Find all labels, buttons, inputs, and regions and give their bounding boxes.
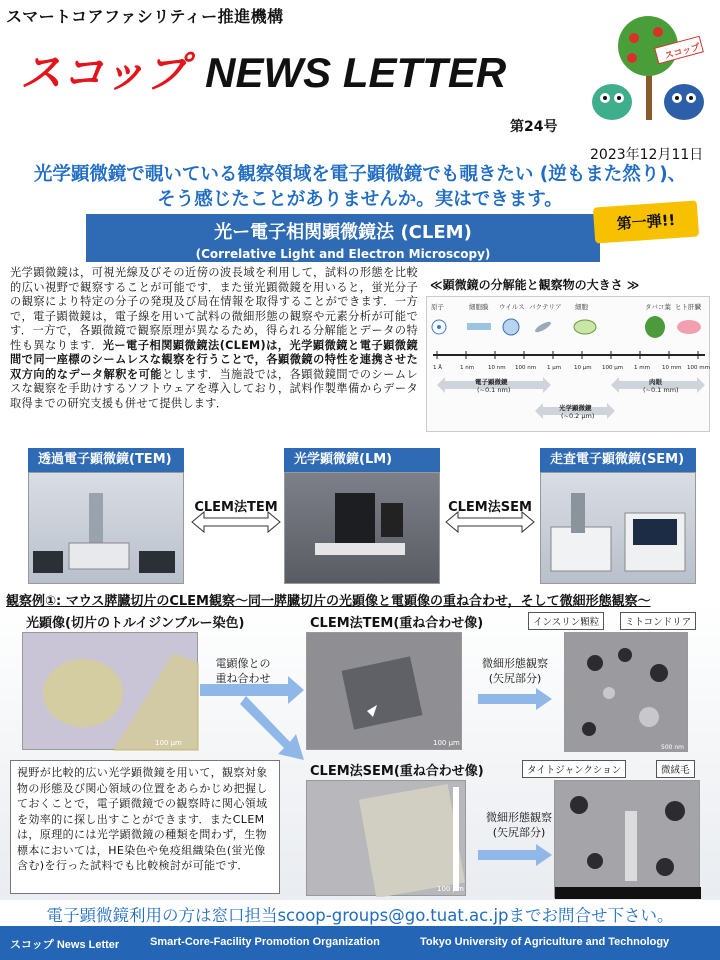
tick-label: 100 nm [515,365,537,371]
tem-overlay-illustration [307,633,463,751]
intro-text-1: 光学顕微鏡は，可視光線及びその近傍の波長域を利用して，試料の形態を比較的広い視野で観察することが可能です．また蛍光顕微鏡を用いると，蛍光分子の観察により特定の分子の発現及び局在情報を取得することができます．一方で，電子顕微鏡は，電子線を用いて試料の微細形態の観察や元素分析が可能です．一方で，各顕微鏡で観察原理が異なるため，得られる分解能とデータの特性も異なります． [10,266,418,352]
sem-instrument-illustration [541,473,695,583]
tick-label: 1 nm [460,365,475,371]
tag-tight-junction: タイトジャンクション [522,760,626,778]
sem-fine-illustration [555,781,701,899]
object-label: 原子 [431,303,444,311]
tick-label: 10 nm [488,365,506,371]
lm-panel [284,448,440,584]
mascot-green [592,84,632,120]
eye-range-res: (~0.1 mm) [643,386,679,394]
fine-observation-line-2: (矢尻部分) [488,672,542,685]
contact-line: 電子顕微鏡利用の方は窓口担当scoop-groups@go.tuat.ac.jpまでお問合せ下さい。 [46,906,674,925]
tick-label: 1 mm [634,365,650,371]
title-en: NEWS LETTER [205,49,507,96]
tag-microvilli: 微絨毛 [656,760,695,778]
fine-observation-note-sem [474,810,564,840]
sem-overlay-label: CLEM法SEM(重ね合わせ像) [310,764,484,779]
bacteria-icon [534,320,553,334]
fine-observation-note-tem [470,656,560,686]
lm-tissue-illustration [23,633,199,751]
tick-label: 10 mm [662,365,682,371]
footer-organization: Smart-Core-Facility Promotion Organization [150,936,380,948]
tem-scale-label: 500 nm [661,744,685,751]
sem-fine-image [554,780,700,898]
tem-overlay-image [306,632,462,750]
issue-date: 2023年12月11日 [590,147,704,163]
arrow-to-sem [240,696,304,760]
tag-mitochondria: ミトコンドリア [620,612,696,630]
fine-observation-line-1: 微細形態観察 [486,811,552,824]
overlay-arrows [200,676,310,766]
sem-overlay-illustration [307,781,467,897]
fine-observation-line-2: (矢尻部分) [492,826,546,839]
arrow-to-sem-fine [478,844,554,866]
overlay-note-line-1: 電顕像との [215,657,271,670]
leaf-icon [645,316,665,338]
clem-tem-double-arrow [190,510,282,534]
clem-banner-title: 光ー電子相関顕微鏡法 (CLEM) [214,222,472,243]
object-label: タバコ葉 [645,303,671,311]
object-label: 細胞 [575,303,588,311]
lm-instrument-illustration [285,473,439,583]
object-label: ウイルス [499,303,525,311]
clem-sem-label: CLEM法SEM [448,500,532,515]
overlay-note-line-2: 重ね合わせ [215,672,271,685]
lead-line-1: 光学顕微鏡で覗いている観察領域を電子顕微鏡でも覗きたい (逆もまた然り)、 [33,164,687,185]
liver-icon [677,320,701,334]
clem-banner [86,214,600,262]
note-box: 視野が比較的広い光学顕微鏡を用いて，観察対象物の形態及び関心領域の位置をあらかじめ把握しておくことで，電子顕微鏡での観察時に関心領域を効率的に探し出すことができます．またCLEMは，原理的には光学顕微鏡の種類を問わず，生物標本においては，HE染色や免疫組織染色(蛍光像含む)を行った試料でも比較検討が可能です． [10,760,280,894]
clem-tem-label: CLEM法TEM [194,500,278,515]
scale-bar-label: 100 μm [433,739,460,747]
tick-label: 1 Å [433,365,443,371]
intro-text-2: とします．当施設では，各顕微鏡間でのシームレスな観察を手助けするソフトウェアを導入しており，試料作製準備からデータ取得までの研究支援も併せて提供します． [10,367,418,410]
lm-image-label: 光顕像(切片のトルイジンブルー染色) [26,616,245,631]
tem-overlay-label: CLEM法TEM(重ね合わせ像) [310,616,484,631]
tem-heading: 透過電子顕微鏡(TEM) [28,448,184,472]
arrow-to-tem-fine [478,688,554,710]
sem-overlay-image [306,780,466,896]
newsletter-title [20,40,506,100]
object-label: 細胞膜 [469,303,489,311]
object-label: バクテリア [529,303,562,311]
scale-diagram [426,296,710,432]
eye-range-label: 肉眼 [649,378,662,386]
scale-bar-label: 100 μm [437,885,464,893]
tag-insulin-granule: インスリン顆粒 [528,612,604,630]
lm-range-res: (~0.2 μm) [561,412,595,420]
intro-paragraph [10,266,418,411]
footer-university: Tokyo University of Agriculture and Technology [420,936,670,948]
object-label: ヒト肝臓 [675,303,701,311]
lead-line-2: そう感じたことがありませんか。実はできます。 [157,189,563,210]
mascot-blue [664,84,704,120]
tem-fine-illustration [565,633,689,753]
issue-number: 第24号 [510,119,558,135]
sem-panel [540,448,696,584]
tem-fine-image [564,632,688,752]
scale-diagram-svg [427,297,711,433]
arrow-to-tem [200,676,304,704]
virus-icon [503,319,519,335]
scale-diagram-title: ≪顕微鏡の分解能と観察物の大きさ ≫ [430,278,640,292]
intro-text-bold: 光ー電子相関顕微鏡法(CLEM)は，光学顕微鏡と電子顕微鏡間で同一座標のシームレスな観察を行うことで，各顕微鏡の特性を連携させた双方向的なデータ解釈を可能 [10,338,418,381]
lm-section-image [22,632,198,750]
em-range-label: 電子顕微鏡 [475,378,508,386]
lm-heading: 光学顕微鏡(LM) [284,448,440,472]
tick-label: 100 μm [602,365,624,371]
tem-photo [28,472,184,584]
scoop-sign-text: スコップ [663,42,702,62]
sem-heading: 走査電子顕微鏡(SEM) [540,448,696,472]
part-one-badge: 第一弾!! [593,200,699,243]
clem-banner-subtitle: (Correlative Light and Electron Microscopy) [195,247,491,261]
lead-text [0,162,720,212]
em-range-res: (~0.1 nm) [477,386,511,394]
tick-label: 1 μm [547,365,562,371]
fine-observation-line-1: 微細形態観察 [482,657,548,670]
organization-name: スマートコアファシリティー推進機構 [6,7,284,26]
tick-label: 100 mm [687,365,710,371]
title-jp: スコップ [20,48,188,97]
lm-photo [284,472,440,584]
example-title: 観察例①: マウス膵臓切片のCLEM観察〜同一膵臓切片の光顕像と電顕像の重ね合わせ，そして微細形態観察〜 [6,594,651,609]
mascot-illustration [584,10,714,128]
footer [0,926,720,960]
lm-range-label: 光学顕微鏡 [559,404,592,412]
scale-bar-label: 100 μm [155,739,182,747]
tick-label: 10 μm [574,365,592,371]
footer-newsletter: スコップ News Letter [10,939,120,951]
sem-photo [540,472,696,584]
clem-sem-double-arrow [444,510,536,534]
membrane-icon [467,323,491,330]
cell-icon [574,320,596,334]
tem-panel [28,448,184,584]
tem-instrument-illustration [29,473,183,583]
